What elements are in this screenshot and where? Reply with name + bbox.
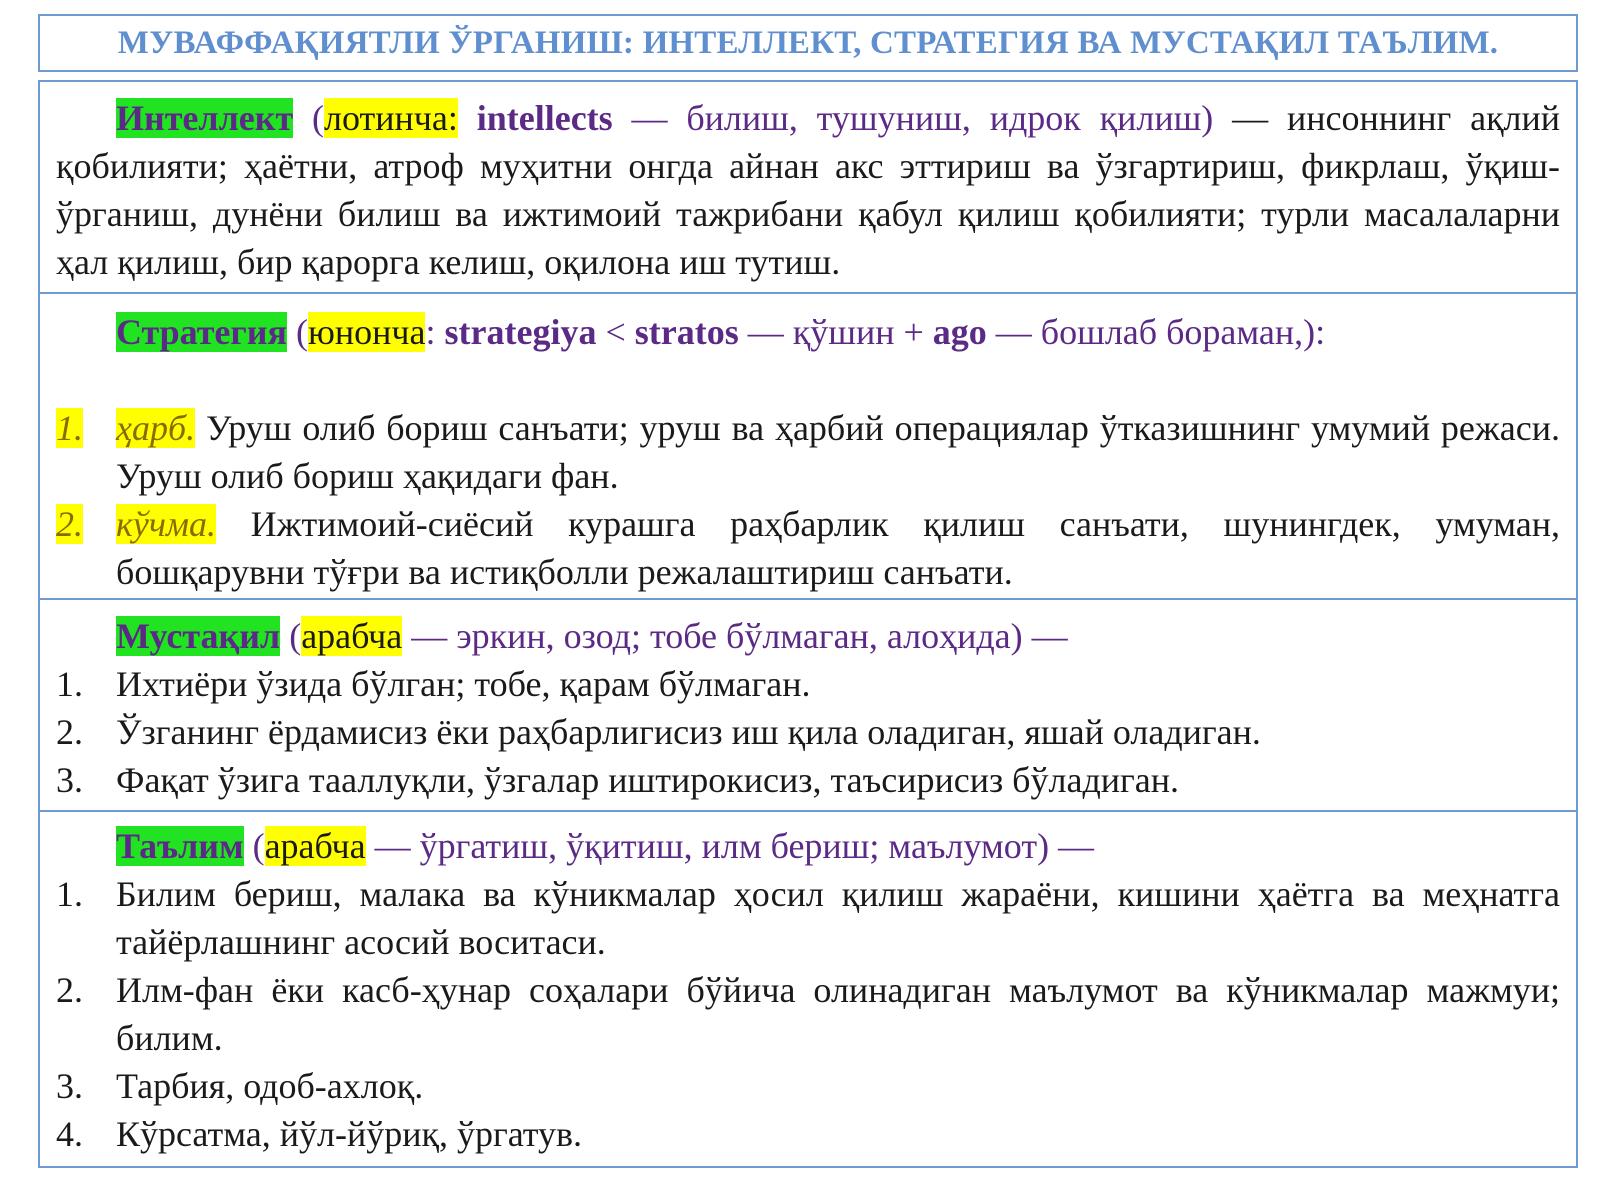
independent-list (56, 660, 1560, 804)
education-heading: Таълим (арабча — ўргатиш, ўқитиш, илм бериш; маълумот) — (116, 826, 1095, 866)
intellect-definition: — инсоннинг ақлий қобилияти; ҳаётни, атроф муҳитни онгда айнан акс эттириш ва ўзгартириш, фикрлаш, ўқиш-ўрганиш, дунёни билиш ва ижтимоий тажрибани қабул қилиш қобилияти; турли масалаларни ҳал қилиш, бир қарорга келиш, оқилона иш тутиш. (56, 98, 1561, 282)
list-number: 3. (56, 760, 83, 800)
list-tag: кўчма. (116, 504, 216, 544)
independent-heading: Мустақил (арабча — эркин, озод; тобе бўлмаган, алоҳида) — (116, 616, 1068, 656)
list-item (56, 756, 1560, 804)
intellect-lang: лотинча: (324, 98, 458, 138)
education-meaning: — ўргатиш, ўқитиш, илм бериш; маълумот) — (374, 826, 1095, 866)
list-item (56, 966, 1560, 1062)
list-tag: ҳарб. (116, 408, 196, 448)
section-independent (38, 600, 1578, 812)
list-item (56, 708, 1560, 756)
list-item (56, 1110, 1560, 1158)
list-number: 2. (56, 712, 83, 752)
list-item (56, 500, 1560, 596)
list-number: 1. (56, 664, 83, 704)
list-number: 3. (56, 1066, 83, 1106)
page (38, 14, 1578, 1168)
list-item (56, 404, 1560, 500)
strategy-list (56, 404, 1560, 596)
education-lang: арабча (264, 826, 366, 866)
strategy-word1: strategiya (444, 312, 597, 352)
strategy-meaning1: — қўшин + (747, 312, 924, 352)
list-text: Ихтиёри ўзида бўлган; тобе, қарам бўлмаган. (116, 664, 811, 704)
strategy-lt: < (605, 312, 626, 352)
list-text: Билим бериш, малака ва кўникмалар ҳосил қилиш жараёни, кишини ҳаётга ва меҳнатга тайёрлашнинг асосий воситаси. (116, 874, 1560, 962)
list-text: Тарбия, одоб-ахлоқ. (116, 1066, 424, 1106)
intellect-word: intellects (476, 98, 613, 138)
list-text: Илм-фан ёки касб-ҳунар соҳалари бўйича олинадиган маълумот ва кўникмалар мажмуи; билим. (116, 970, 1560, 1058)
list-number: 2. (56, 970, 83, 1010)
independent-term: Мустақил (116, 616, 281, 656)
list-number: 4. (56, 1114, 83, 1154)
list-item (56, 660, 1560, 708)
list-number: 1. (56, 874, 83, 914)
section-intellect (38, 80, 1578, 294)
list-number: 2. (56, 504, 83, 544)
section-education (38, 812, 1578, 1168)
strategy-word3: ago (932, 312, 987, 352)
independent-lang: арабча (301, 616, 403, 656)
education-list (56, 870, 1560, 1158)
list-item (56, 870, 1560, 966)
page-title: МУВАФФАҚИЯТЛИ ЎРГАНИШ: ИНТЕЛЛЕКТ, СТРАТЕГИЯ ВА МУСТАҚИЛ ТАЪЛИМ. (117, 24, 1499, 61)
education-term: Таълим (116, 826, 244, 866)
strategy-term: Стратегия (116, 312, 287, 352)
list-text: Фақат ўзига тааллуқли, ўзгалар иштирокисиз, таъсирисиз бўладиган. (116, 760, 1180, 800)
intellect-meaning: — билиш, тушуниш, идрок қилиш) (631, 98, 1214, 138)
list-item (56, 1062, 1560, 1110)
list-text: Ўзганинг ёрдамисиз ёки раҳбарлигисиз иш қила оладиган, яшай оладиган. (116, 712, 1261, 752)
intellect-paragraph: Интеллект (лотинча: intellects — билиш, тушуниш, идрок қилиш) — инсоннинг ақлий қобилияти; ҳаётни, атроф муҳитни онгда айнан акс эттириш ва ўзгартириш, фикрлаш, ўқиш-ўрганиш, дунёни билиш ва ижтимоий тажрибани қабул қилиш қобилияти; турли масалаларни ҳал қилиш, бир қарорга келиш, оқилона иш тутиш. (56, 98, 1561, 282)
strategy-word2: stratos (634, 312, 739, 352)
strategy-lang: юнонча (307, 312, 426, 352)
intellect-term: Интеллект (116, 98, 294, 138)
strategy-meaning2: — бошлаб бораман,): (995, 312, 1326, 352)
list-text: Кўрсатма, йўл-йўриқ, ўргатув. (116, 1114, 583, 1154)
title-box (38, 14, 1578, 72)
strategy-heading: Стратегия (юнонча: strategiya < stratos — қўшин + ago — бошлаб бораман,): (116, 312, 1326, 352)
independent-meaning: — эркин, озод; тобе бўлмаган, алоҳида) — (411, 616, 1068, 656)
list-text: Уруш олиб бориш санъати; уруш ва ҳарбий операциялар ўтказишнинг умумий режаси. Уруш олиб бориш ҳақидаги фан. (116, 408, 1561, 496)
list-number: 1. (56, 408, 83, 448)
section-strategy (38, 294, 1578, 600)
list-text: Ижтимоий-сиёсий курашга раҳбарлик қилиш санъати, шунингдек, умуман, бошқарувни тўғри ва истиқболли режалаштириш санъати. (116, 504, 1560, 592)
